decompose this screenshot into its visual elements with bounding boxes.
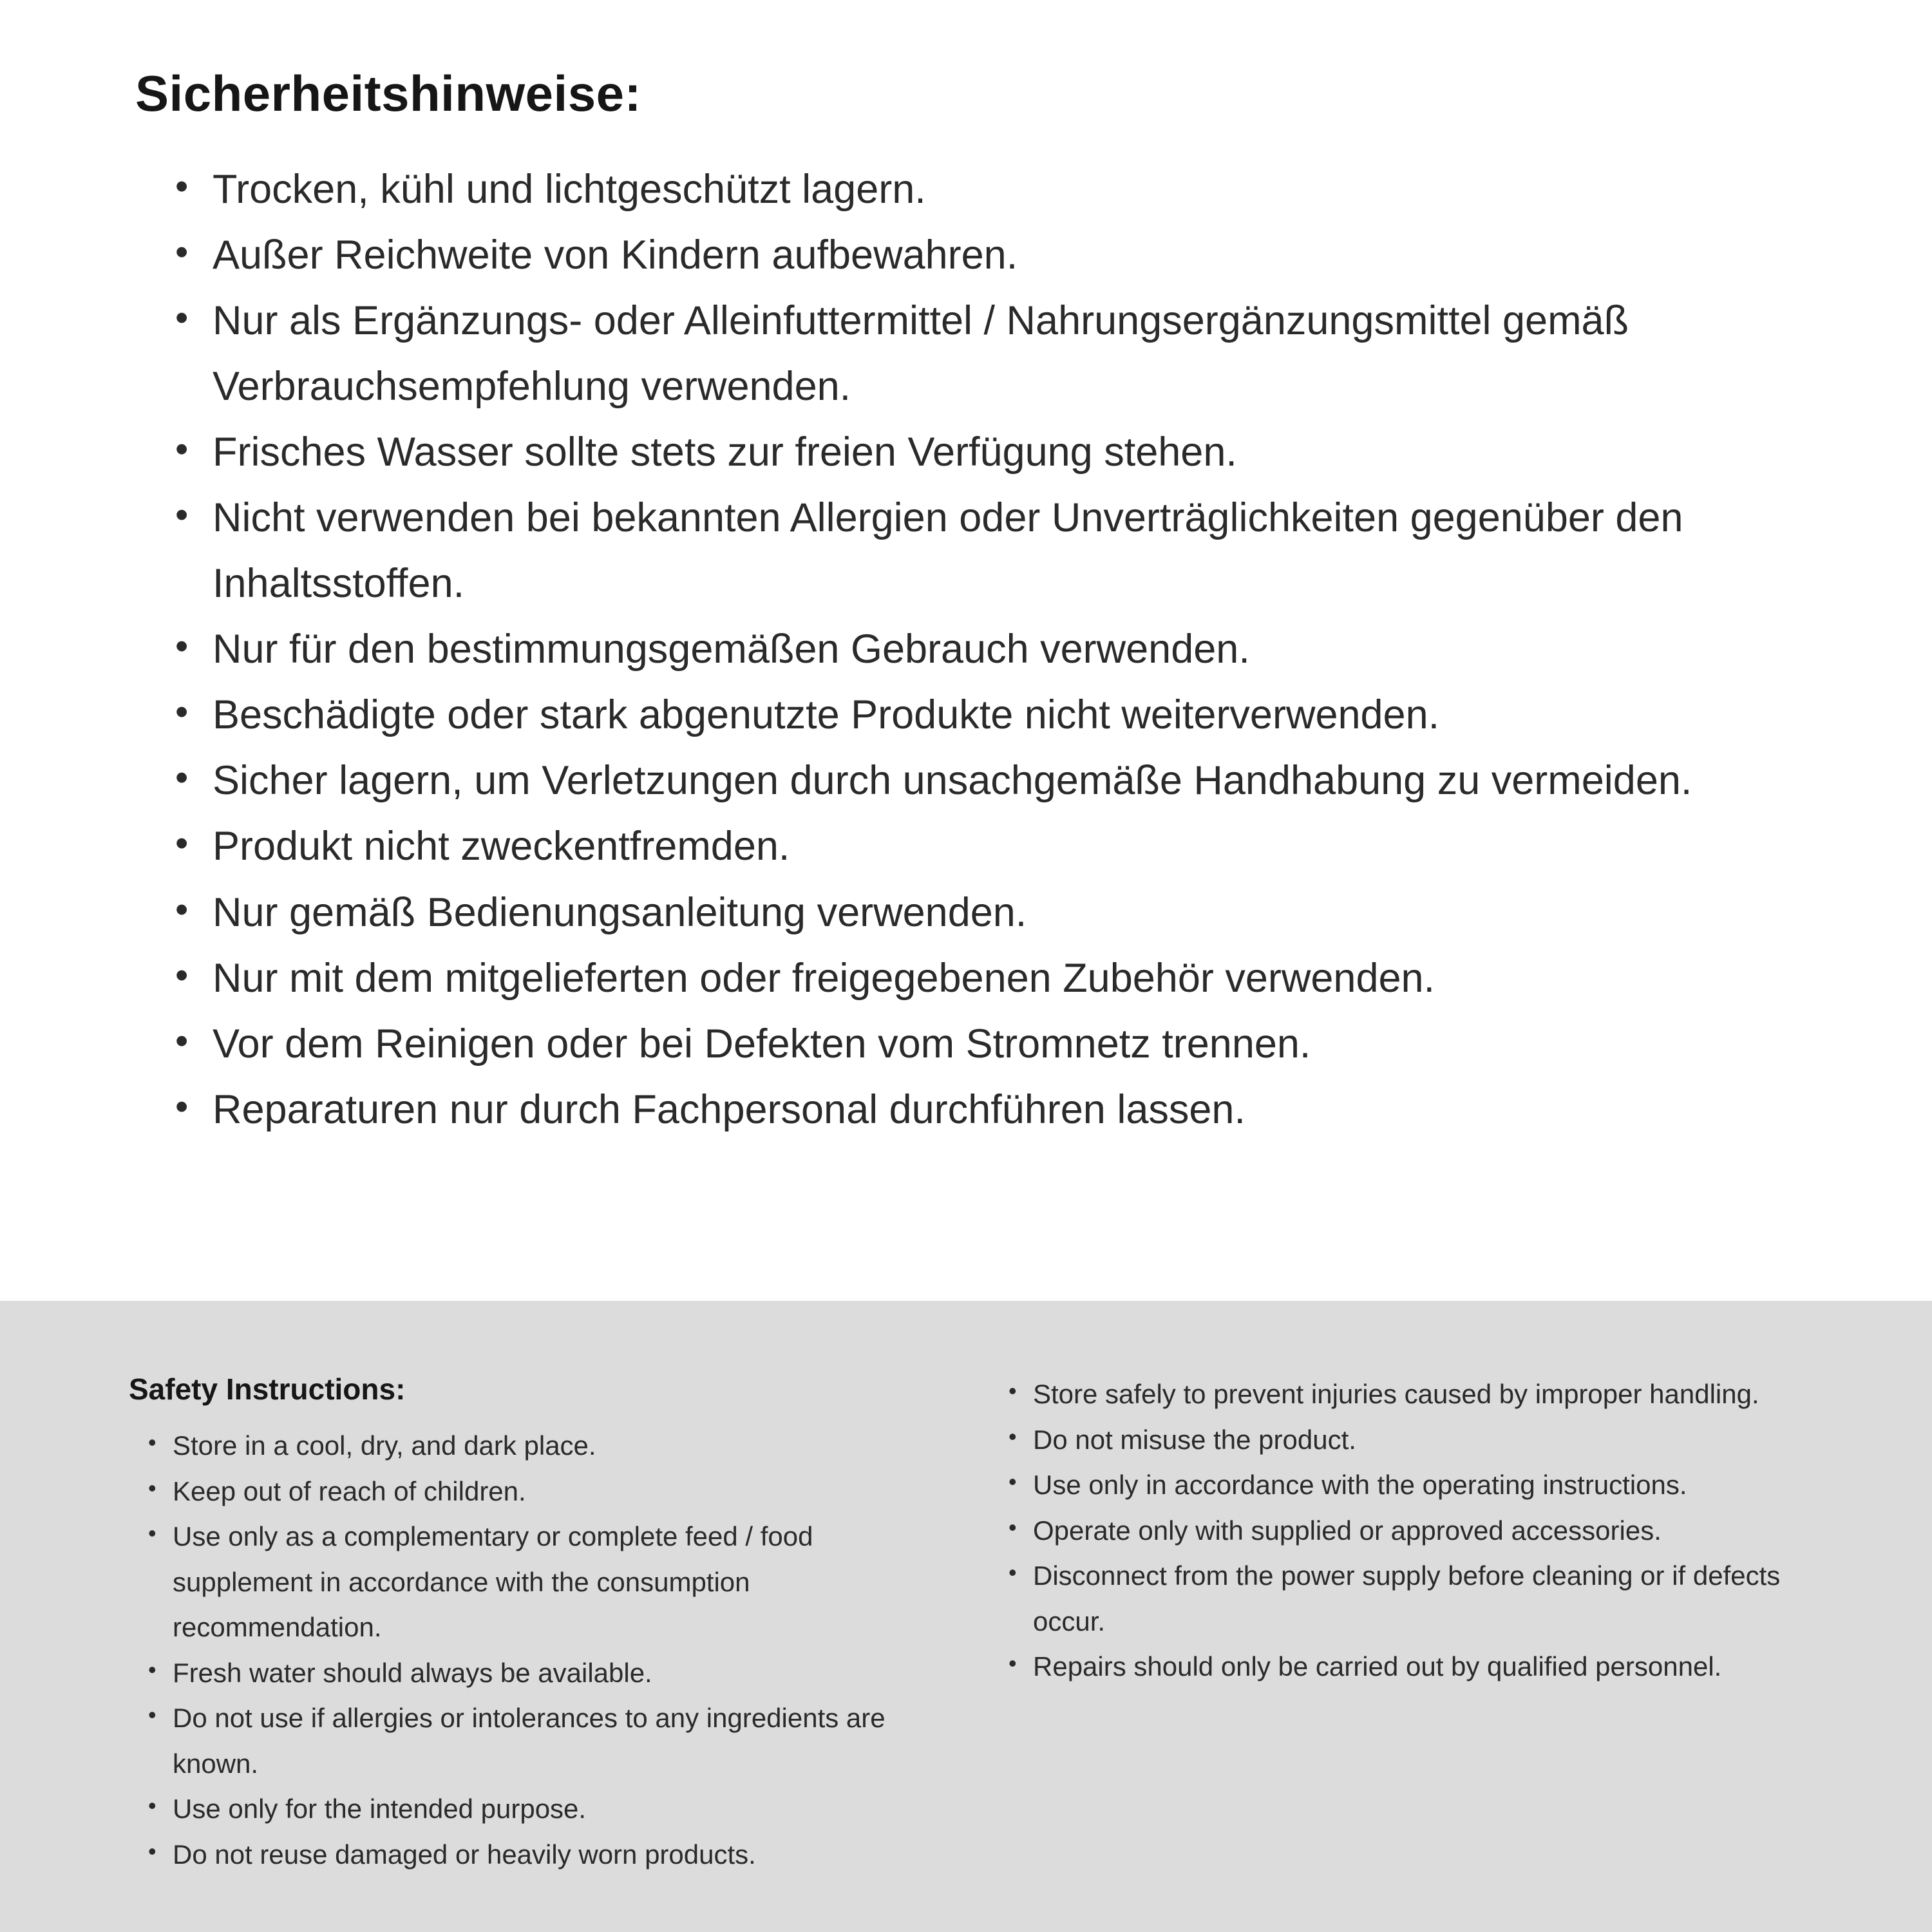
list-item: • Do not misuse the product. xyxy=(1005,1417,1797,1463)
german-section-title: Sicherheitshinweise: xyxy=(135,65,641,122)
list-item: • Trocken, kühl und lichtgeschützt lagern. xyxy=(173,156,1790,222)
english-right-column xyxy=(1005,1372,1797,1690)
list-item: • Use only in accordance with the operating instructions. xyxy=(1005,1463,1797,1508)
list-item: • Produkt nicht zweckentfremden. xyxy=(173,813,1790,879)
list-item: • Sicher lagern, um Verletzungen durch unsachgemäße Handhabung zu vermeiden. xyxy=(173,748,1790,813)
list-item: • Operate only with supplied or approved accessories. xyxy=(1005,1508,1797,1554)
list-item: • Beschädigte oder stark abgenutzte Produkte nicht weiterverwenden. xyxy=(173,682,1790,748)
list-item: • Reparaturen nur durch Fachpersonal durchführen lassen. xyxy=(173,1077,1790,1142)
german-safety-list xyxy=(173,156,1790,1142)
list-item: • Store safely to prevent injuries caused by improper handling. xyxy=(1005,1372,1797,1417)
list-item: • Use only for the intended purpose. xyxy=(144,1786,921,1832)
list-item: • Fresh water should always be available. xyxy=(144,1651,921,1696)
list-item: • Nur als Ergänzungs- oder Alleinfuttermittel / Nahrungsergänzungsmittel gemäß Verbrauchsempfehlung verwenden. xyxy=(173,288,1790,419)
list-item: • Vor dem Reinigen oder bei Defekten vom Stromnetz trennen. xyxy=(173,1011,1790,1077)
list-item: • Use only as a complementary or complete feed / food supplement in accordance with the consumption recommendation. xyxy=(144,1514,921,1651)
list-item: • Nur mit dem mitgelieferten oder freigegebenen Zubehör verwenden. xyxy=(173,945,1790,1011)
list-item: • Nicht verwenden bei bekannten Allergien oder Unverträglichkeiten gegenüber den Inhaltsstoffen. xyxy=(173,485,1790,616)
list-item: • Nur gemäß Bedienungsanleitung verwenden. xyxy=(173,880,1790,945)
list-item: • Do not reuse damaged or heavily worn products. xyxy=(144,1832,921,1878)
list-item: • Repairs should only be carried out by qualified personnel. xyxy=(1005,1644,1797,1690)
english-safety-section xyxy=(0,1301,1932,1932)
list-item: • Do not use if allergies or intolerances to any ingredients are known. xyxy=(144,1696,921,1786)
list-item: • Frisches Wasser sollte stets zur freien Verfügung stehen. xyxy=(173,419,1790,485)
english-section-title: Safety Instructions: xyxy=(129,1372,406,1406)
list-item: • Nur für den bestimmungsgemäßen Gebrauch verwenden. xyxy=(173,616,1790,682)
list-item: • Außer Reichweite von Kindern aufbewahren. xyxy=(173,222,1790,288)
list-item: • Store in a cool, dry, and dark place. xyxy=(144,1423,921,1469)
english-left-column xyxy=(129,1372,921,1877)
english-safety-list-left xyxy=(144,1423,921,1877)
list-item: • Keep out of reach of children. xyxy=(144,1469,921,1515)
list-item: • Disconnect from the power supply before cleaning or if defects occur. xyxy=(1005,1553,1797,1644)
english-safety-list-right xyxy=(1005,1372,1797,1690)
